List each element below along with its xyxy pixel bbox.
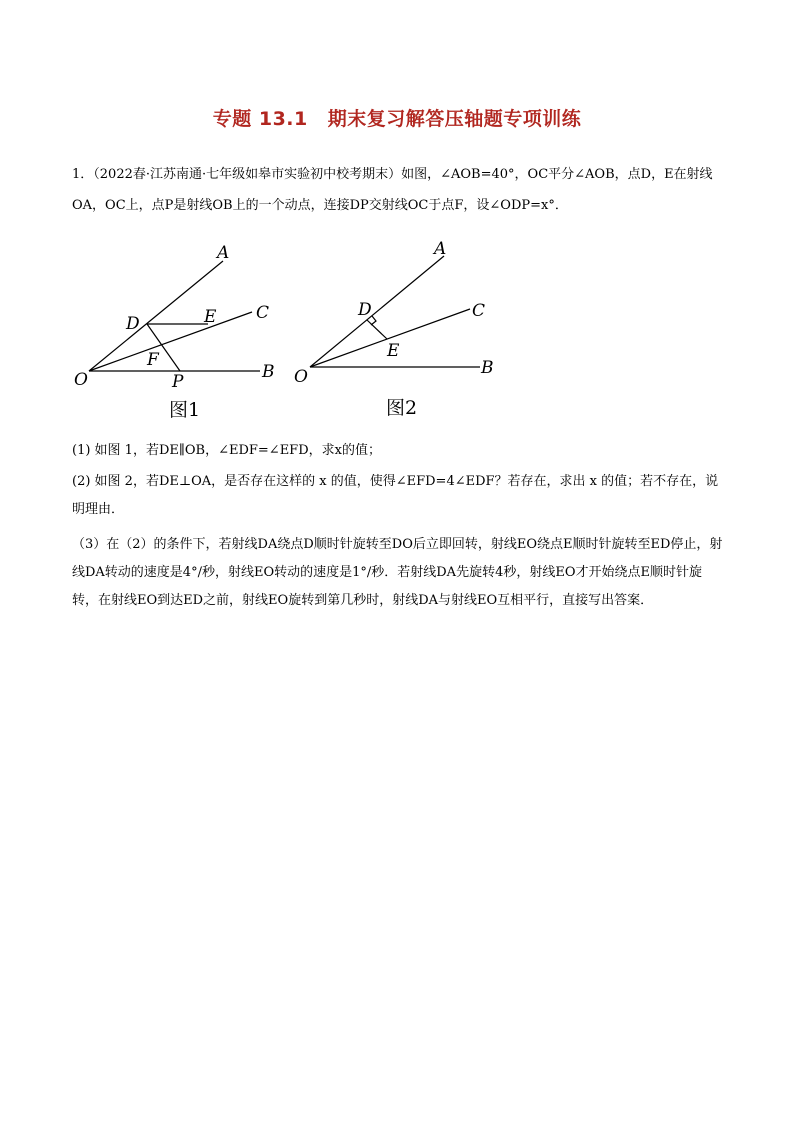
label-d-2: D (358, 300, 372, 320)
label-f: F (147, 350, 159, 370)
geometry-figures (60, 235, 520, 425)
label-a: A (217, 243, 230, 263)
label-b-2: B (481, 358, 494, 378)
ray-oa-2 (310, 256, 444, 367)
label-c: C (256, 303, 270, 323)
figure-2-caption: 图2 (386, 397, 418, 419)
label-d: D (126, 314, 140, 334)
title-number: 专题 13.1 (212, 108, 308, 130)
figure-2-labels (294, 239, 494, 387)
label-p: P (172, 372, 184, 392)
right-angle-mark (371, 316, 376, 325)
question-1: (1) 如图 1，若DE∥OB，∠EDF=∠EFD，求x的值； (72, 443, 381, 458)
page-title (0, 104, 794, 131)
label-o: O (74, 370, 88, 390)
label-c-2: C (472, 301, 486, 321)
title-text: 期末复习解答压轴题专项训练 (327, 108, 582, 130)
label-b: B (262, 362, 275, 382)
question-3: （3）在（2）的条件下，若射线DA绕点D顺时针旋转至DO后立即回转，射线EO绕点E顺时针旋转至ED停止，射线DA转动的速度是4°/秒，射线EO转动的速度是1°/秒．若射线DA先旋转4秒，射线EO才开始绕点E顺时针旋转，在射线EO到达ED之前，射线EO旋转到第几秒时，射线DA与射线EO互相平行，直接写出答案． (72, 537, 723, 608)
figure-1-caption: 图1 (169, 399, 201, 421)
figure-1-labels (74, 243, 275, 392)
question-2: (2) 如图 2，若DE⊥OA，是否存在这样的 x 的值，使得∠EFD=4∠EDF？若存在，求出 x 的值；若不存在，说明理由． (72, 474, 719, 517)
ray-oc (89, 312, 252, 371)
label-e: E (204, 307, 217, 327)
figure-1 (89, 261, 260, 371)
segment-de-2 (367, 320, 387, 339)
label-o-2: O (294, 367, 308, 387)
label-a-2: A (434, 239, 447, 259)
problem-stem: 1．（2022春·江苏南通·七年级如皋市实验初中校考期末）如图，∠AOB=40°，OC平分∠AOB，点D，E在射线OA，OC上，点P是射线OB上的一个动点，连接DP交射线OC于点F，设∠ODP=x°． (72, 167, 713, 213)
label-e-2: E (387, 341, 400, 361)
